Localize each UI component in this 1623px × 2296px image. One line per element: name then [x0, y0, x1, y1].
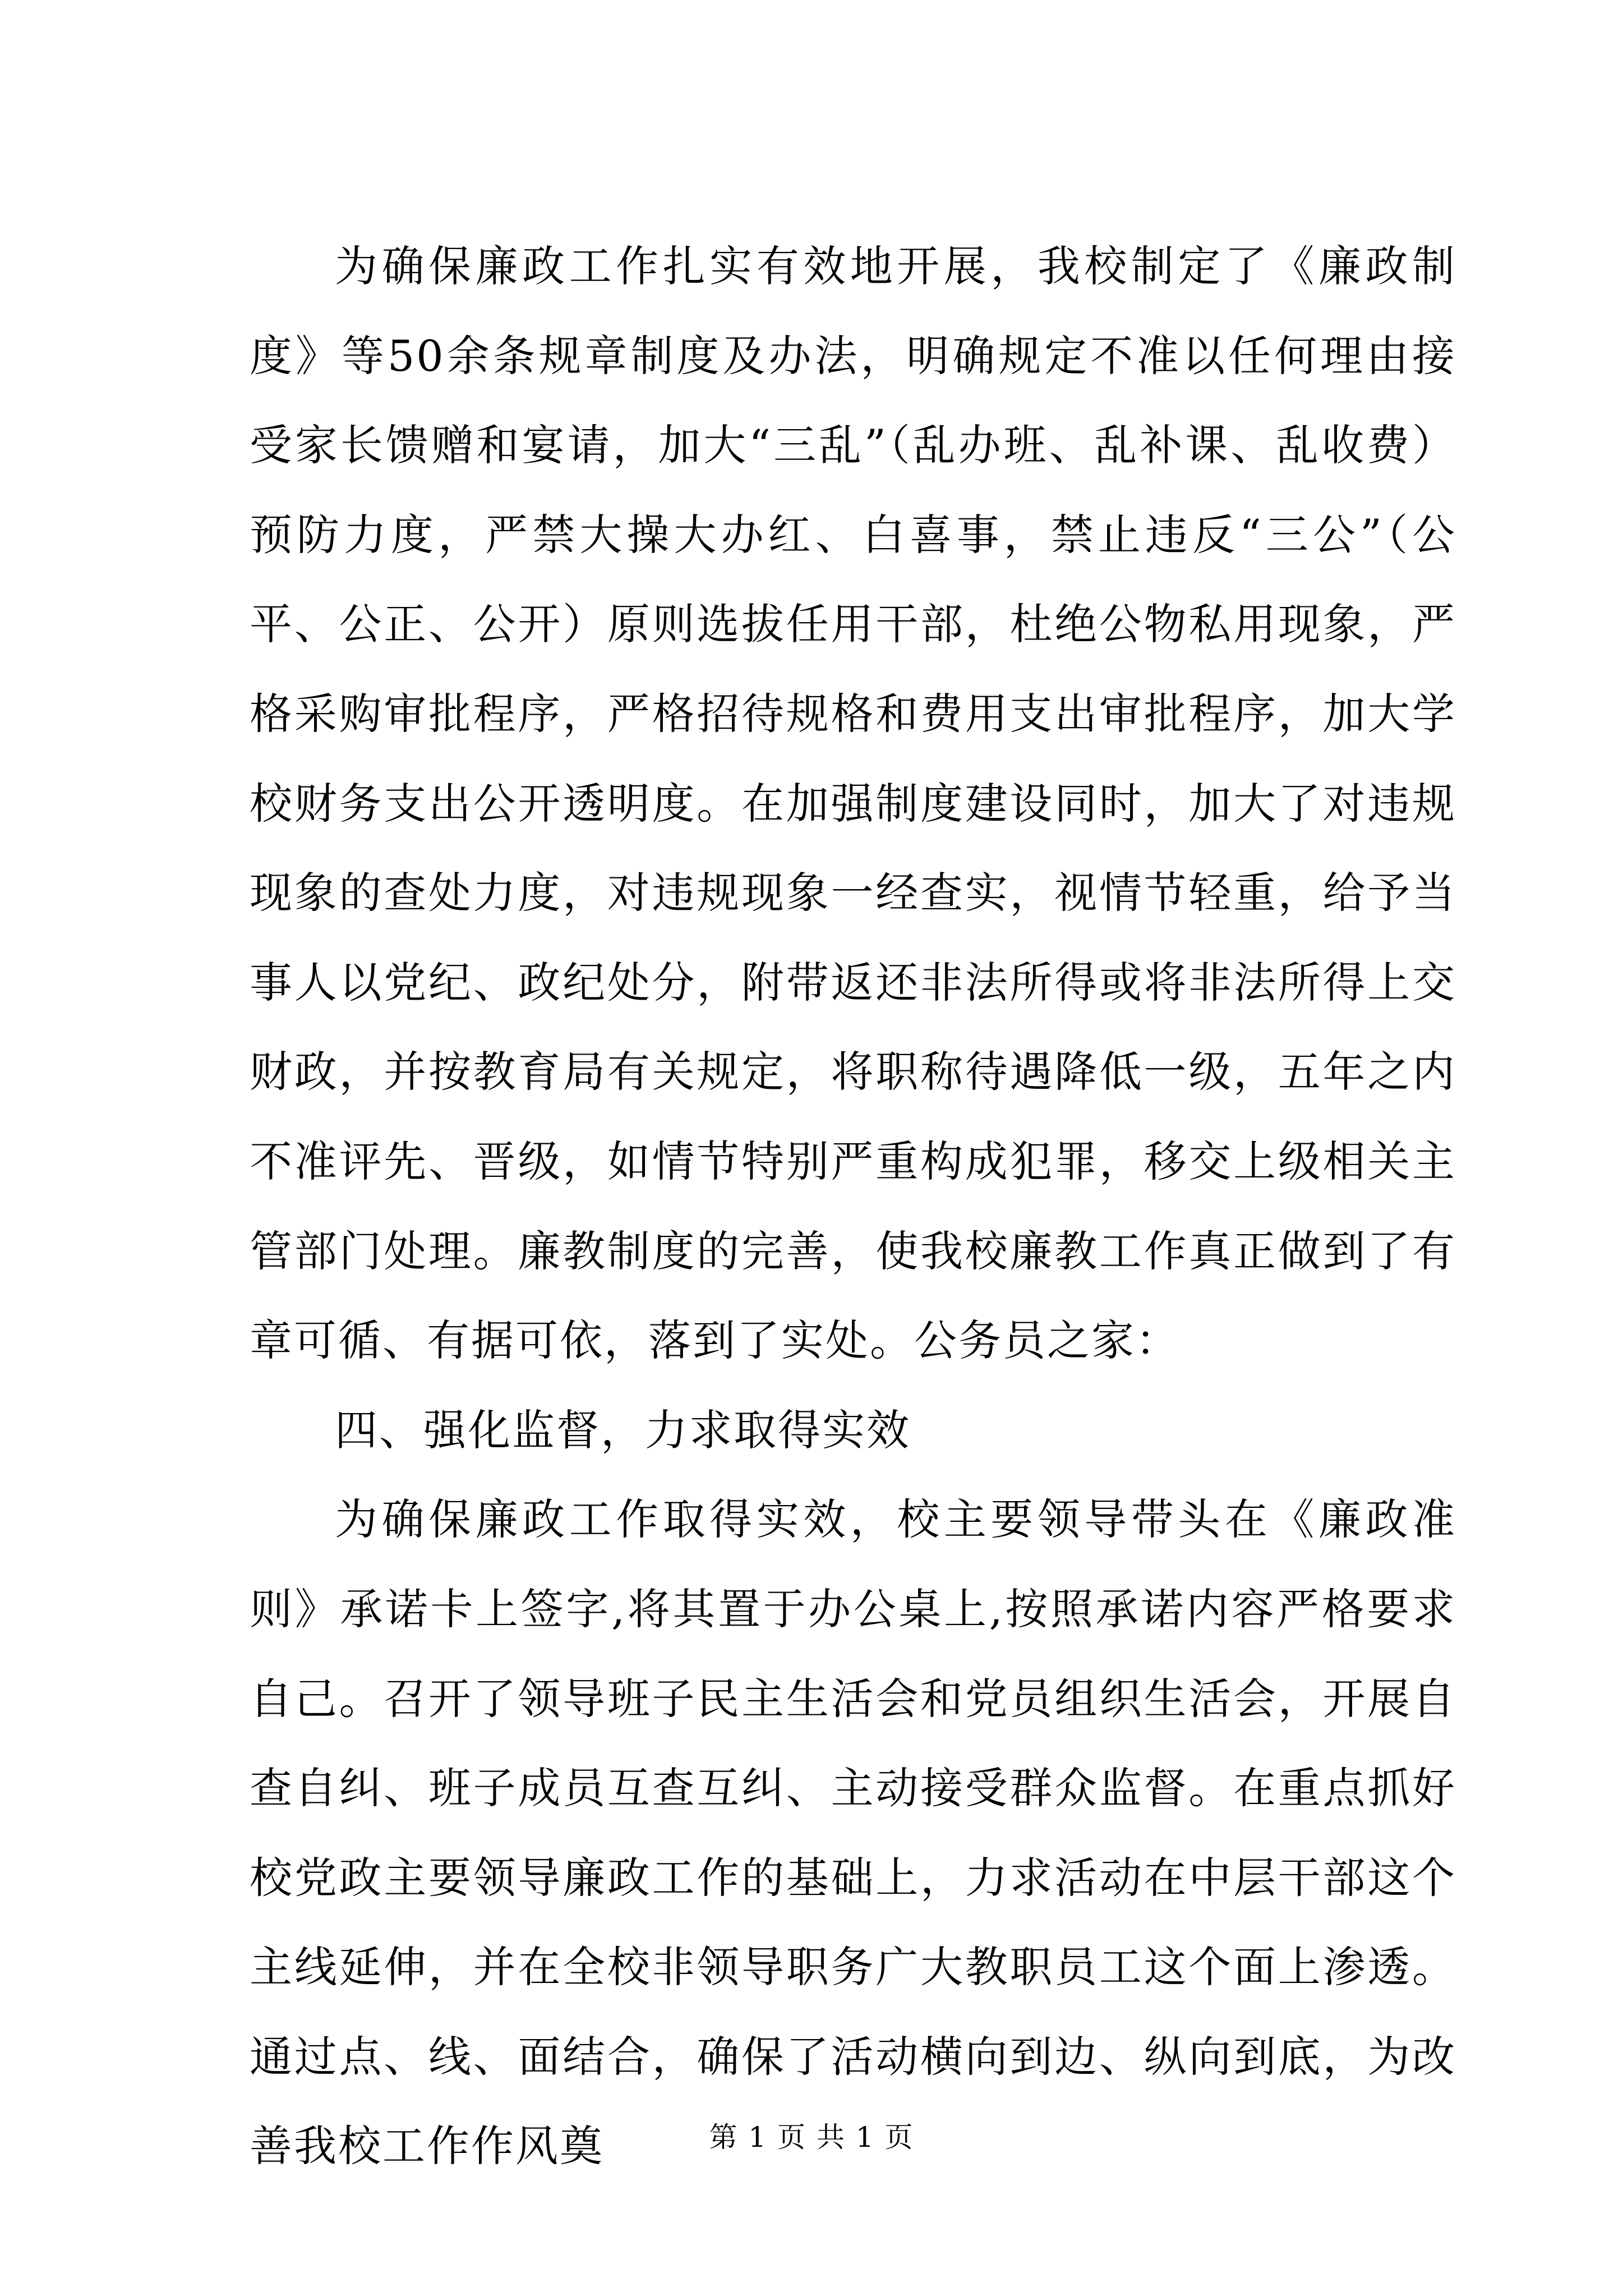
- section-heading-supervision: 四、强化监督，力求取得实效: [335, 1405, 911, 1455]
- page-footer: 第 1 页 共 1 页: [709, 2121, 914, 2154]
- document-body: [250, 222, 1456, 2191]
- paragraph-supervision: 为确保廉政工作取得实效，校主要领导带头在《廉政准则》承诺卡上签字,将其置于办公桌上,按照承诺内容严格要求自己。召开了领导班子民主生活会和党员组织生活会，开展自查自纠、班子成员互查互纠、主动接受群众监督。在重点抓好校党政主要领导廉政工作的基础上，力求活动在中层干部这个主线延伸，并在全校非领导职务广大教职员工这个面上渗透。通过点、线、面结合，确保了活动横向到边、纵向到底，为改善我校工作作风奠: [250, 1494, 1456, 2171]
- paragraph-regulations: 为确保廉政工作扎实有效地开展，我校制定了《廉政制度》等50余条规章制度及办法，明确规定不准以任何理由接受家长馈赠和宴请，加大“三乱”（乱办班、乱补课、乱收费）预防力度，严禁大操大办红、白喜事，禁止违反“三公”（公平、公正、公开）原则选拔任用干部，杜绝公物私用现象，严格采购审批程序，严格招待规格和费用支出审批程序，加大学校财务支出公开透明度。在加强制度建设同时，加大了对违规现象的查处力度，对违规现象一经查实，视情节轻重，给予当事人以党纪、政纪处分，附带返还非法所得或将非法所得上交财政，并按教育局有关规定，将职称待遇降低一级，五年之内不准评先、晋级，如情节特别严重构成犯罪，移交上级相关主管部门处理。廉教制度的完善，使我校廉教工作真正做到了有章可循、有据可依，落到了实处。公务员之家：: [250, 241, 1456, 1366]
